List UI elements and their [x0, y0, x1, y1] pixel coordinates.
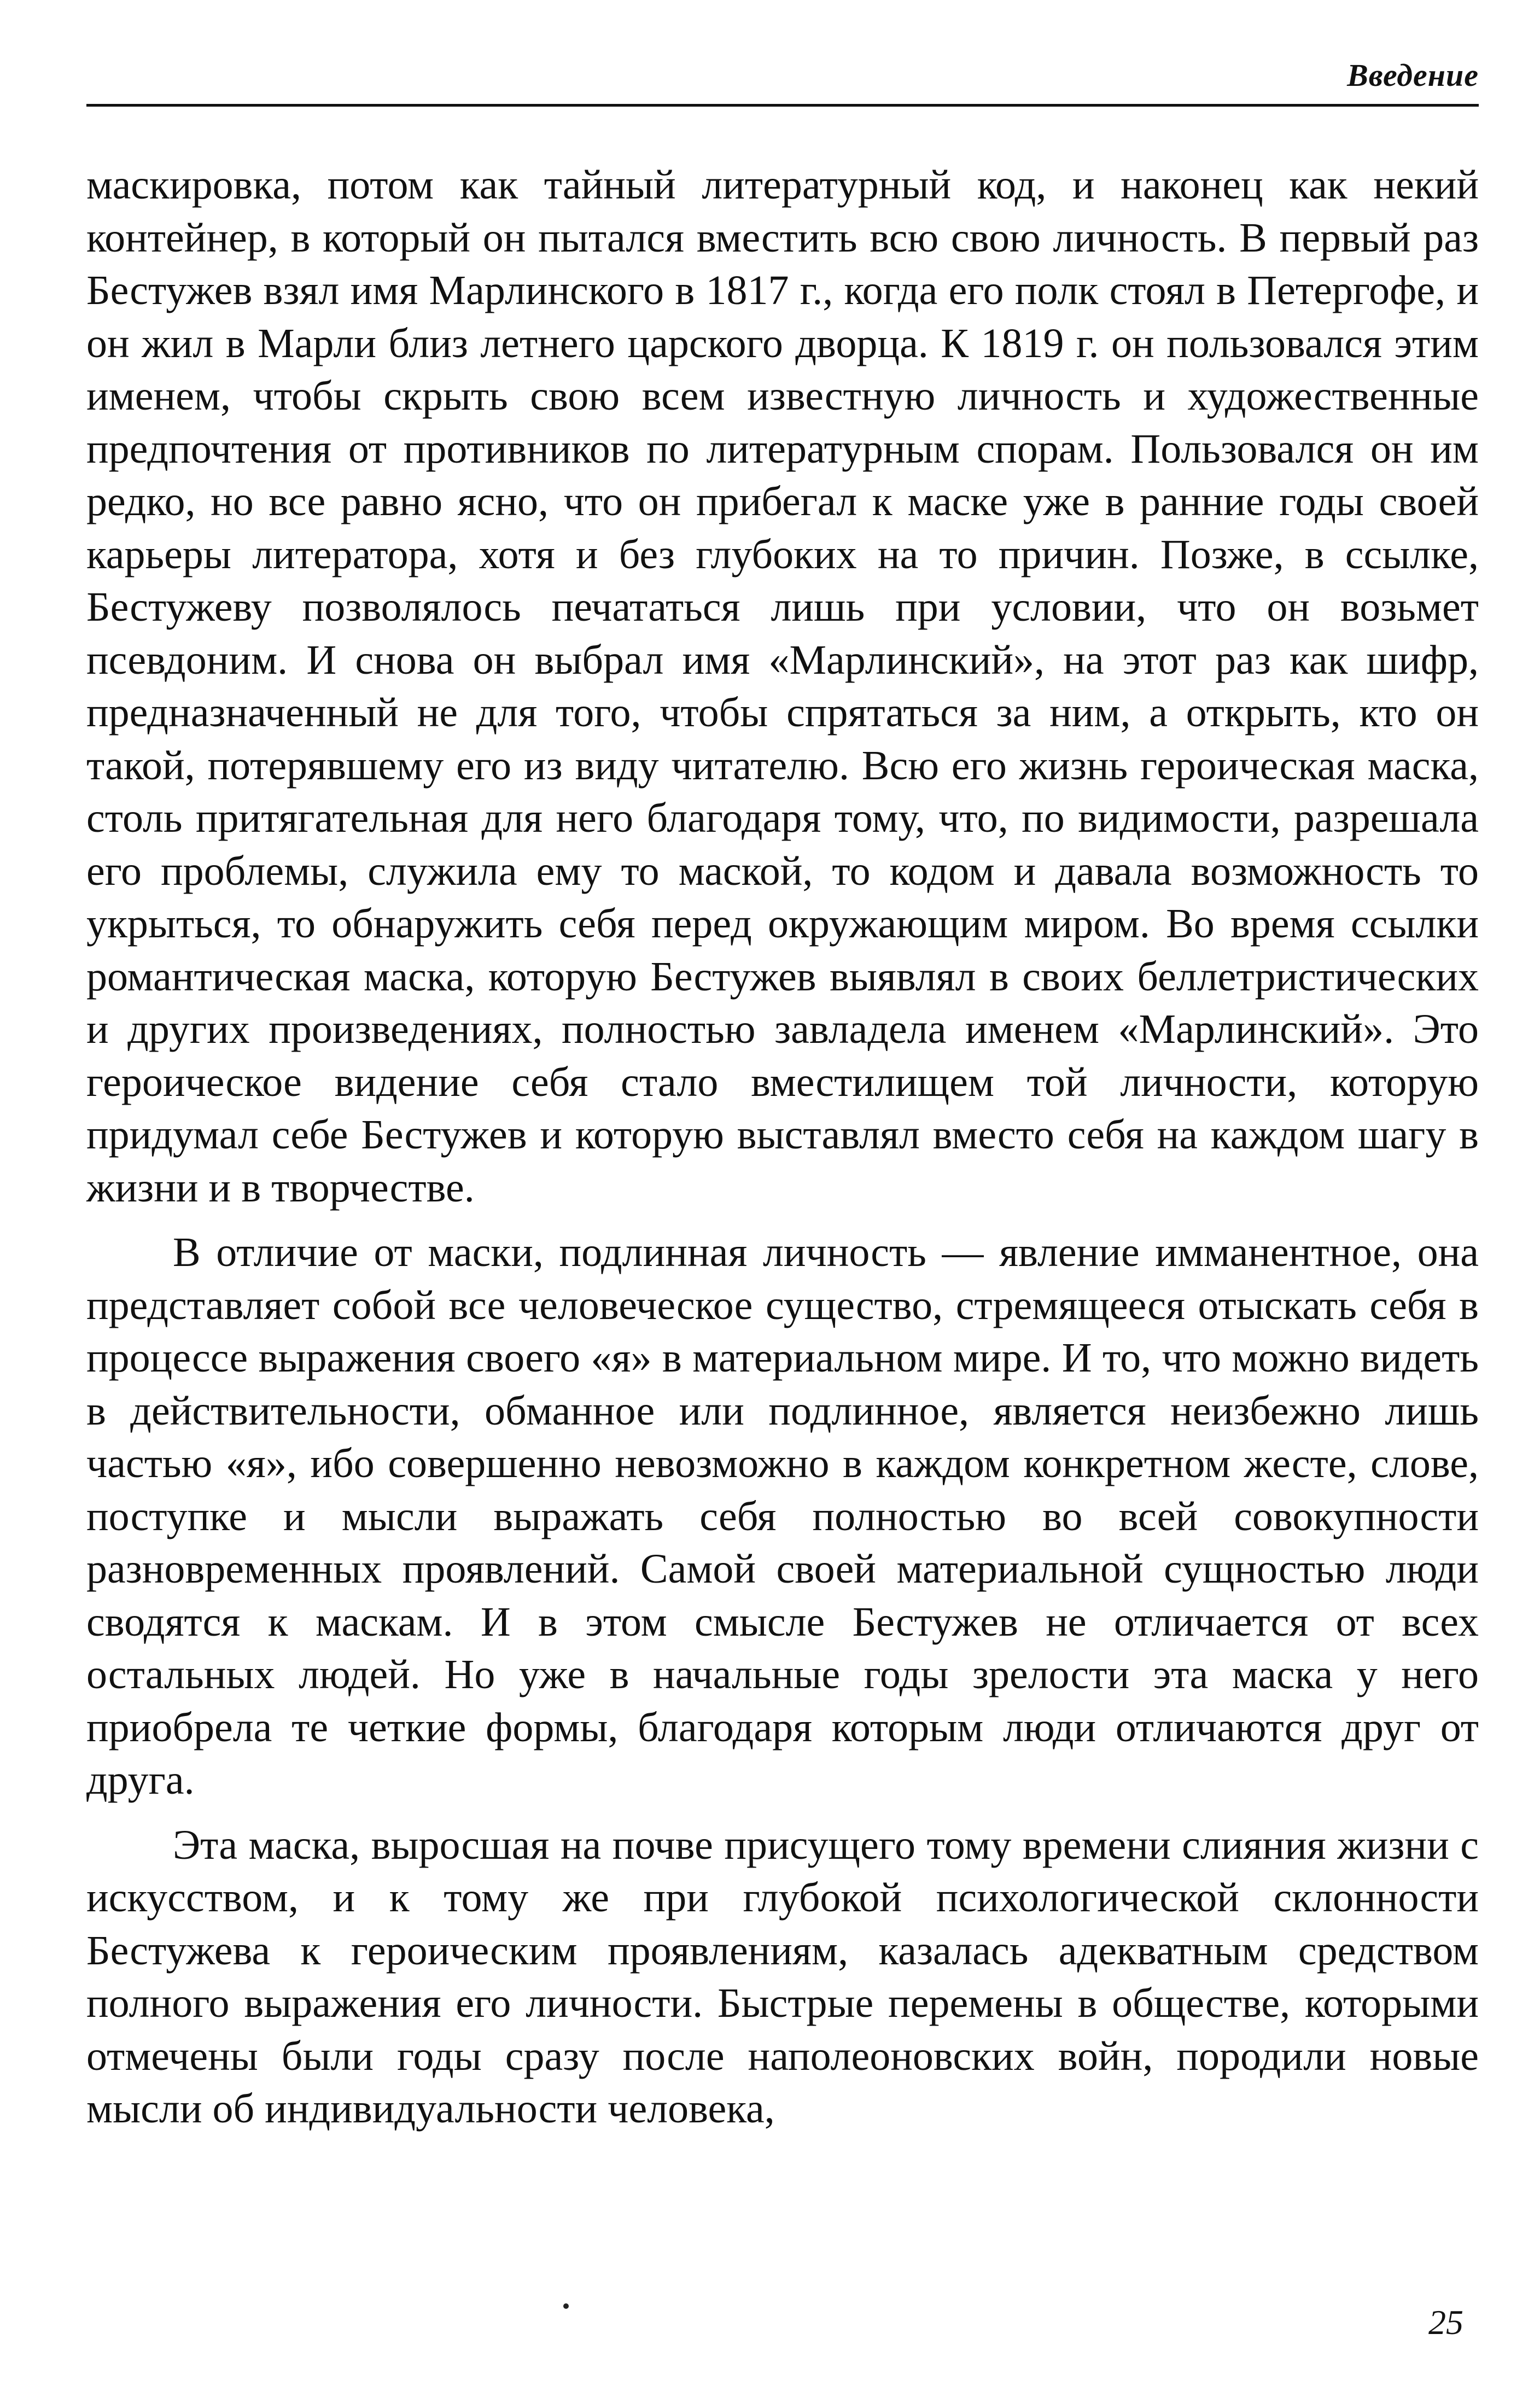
paragraph-1: маскировка, потом как тайный литературный код, и наконец как некий контейнер, в который он пытался вместить всю свою личность. В первый раз Бестужев взял имя Марлинского в 1817 г., когда его полк стоял в Петергофе, и он жил в Марли близ летнего царского дворца. К 1819 г. он пользовался этим именем, чтобы скрыть свою всем известную личность и художественные предпочтения от противников по литературным спорам. Пользовался он им редко, но все равно ясно, что он прибегал к маске уже в ранние годы своей карьеры литератора, хотя и без глубоких на то причин. Позже, в ссылке, Бестужеву позволялось печататься лишь при условии, что он возьмет псевдоним. И снова он выбрал имя «Марлинский», на этот раз как шифр, предназначенный не для того, чтобы спрятаться за ним, а открыть, кто он такой, потерявшему его из виду читателю. Всю его жизнь героическая маска, столь притягательная для него благодаря тому, что, по видимости, разрешала его проблемы, служила ему то маской, то кодом и давала возможность то укрыться, то обнаружить себя перед окружающим миром. Во время ссылки романтическая маска, которую Бестужев выявлял в своих беллетристических и других произведениях, полностью завладела именем «Марлинский». Это героическое видение себя стало вместилищем той личности, которую придумал себе Бестужев и которую выставлял вместо себя на каждом шагу в жизни и в творчестве. — [86, 162, 1479, 1211]
print-speck — [563, 2303, 569, 2309]
body-text — [86, 159, 1479, 2135]
paragraph-2: В отличие от маски, подлинная личность — явление имманентное, она представляет собой все человеческое существо, стремящееся отыскать себя в процессе выражения своего «я» в материальном мире. И то, что можно видеть в действительности, обманное или подлинное, является неизбежно лишь частью «я», ибо совершенно невозможно в каждом конкретном жесте, слове, поступке и мысли выражать себя полностью во всей совокупности разновременных проявлений. Самой своей материальной сущностью люди сводятся к маскам. И в этом смысле Бестужев не отличается от всех остальных людей. Но уже в начальные годы зрелости эта маска у него приобрела те четкие формы, благодаря которым люди отличаются друг от друга. — [86, 1229, 1479, 1803]
page-number: 25 — [1428, 2303, 1463, 2342]
paragraph-3: Эта маска, выросшая на почве присущего тому времени слияния жизни с искусством, и к тому же при глубокой психологической склонности Бестужева к героическим проявлениям, казалась адекватным средством полного выражения его личности. Быстрые перемены в обществе, которыми отмечены были годы сразу после наполеоновских войн, породили новые мысли об индивидуальности человека, — [86, 1822, 1479, 2132]
header-rule — [86, 104, 1479, 107]
running-head: Введение — [1347, 57, 1479, 93]
